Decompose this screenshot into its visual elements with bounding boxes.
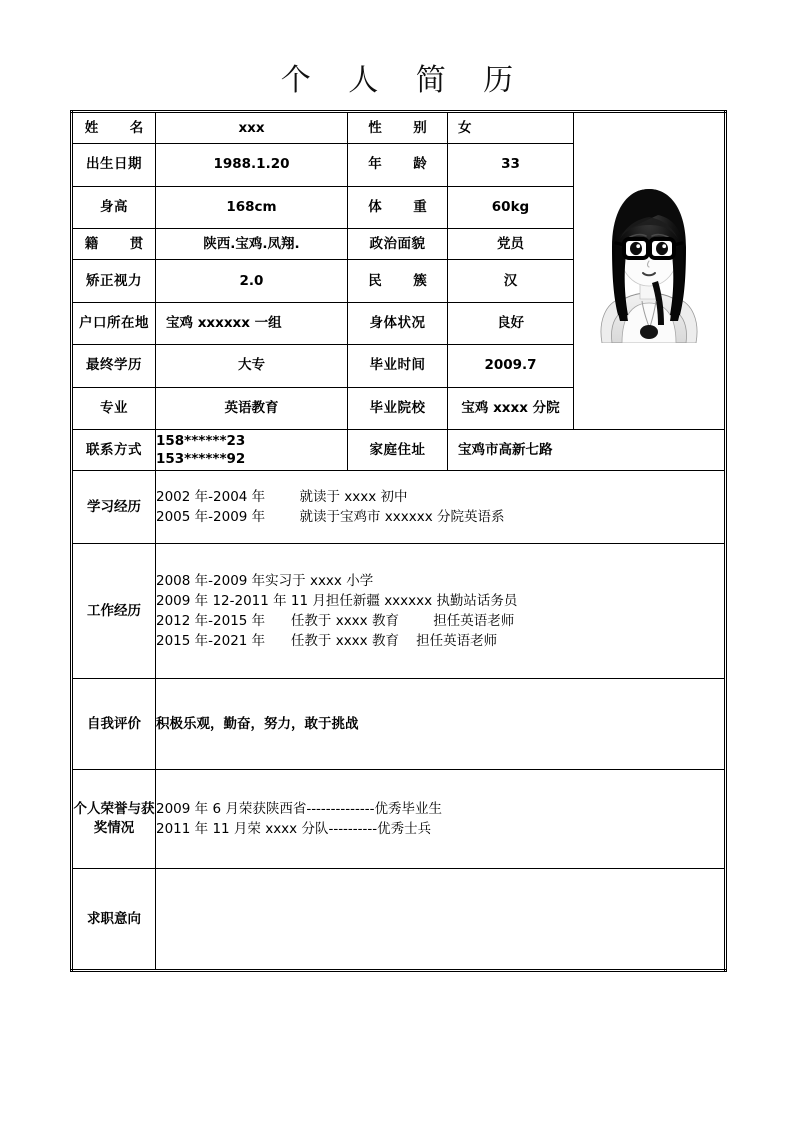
field-label-age: 年 龄 (348, 144, 448, 186)
section-line: 2008 年-2009 年实习于 xxxx 小学 (156, 573, 374, 589)
section-line: 2009 年 12-2011 年 11 月担任新疆 xxxxxx 执勤站话务员 (156, 593, 518, 609)
field-label-residence: 户口所在地 (72, 302, 156, 344)
field-label-graduation-date: 毕业时间 (348, 345, 448, 387)
page-title: 个 人 简 历 (280, 63, 528, 98)
field-label-school: 毕业院校 (348, 387, 448, 429)
field-label-major: 专业 (72, 387, 156, 429)
photo-cell (574, 112, 726, 430)
table-row-name (72, 112, 726, 144)
section-line: 2015 年-2021 年 任教于 xxxx 教育 担任英语老师 (156, 633, 498, 649)
field-value-education-level: 大专 (156, 345, 348, 387)
section-row-education-history (72, 471, 726, 544)
field-label-weight: 体 重 (348, 186, 448, 228)
section-line: 2011 年 11 月荣 xxxx 分队----------优秀士兵 (156, 821, 432, 837)
section-line: 2005 年-2009 年 就读于宝鸡市 xxxxxx 分院英语系 (156, 509, 505, 525)
resume-table (70, 110, 727, 972)
field-value-home-address: 宝鸡市高新七路 (448, 430, 726, 471)
section-body-honors (156, 770, 726, 869)
field-label-contact: 联系方式 (72, 430, 156, 471)
section-row-self-evaluation (72, 679, 726, 770)
phone-primary: 158******23 (156, 433, 246, 449)
field-label-hometown: 籍 贯 (72, 229, 156, 260)
section-label-self-evaluation: 自我评价 (72, 679, 156, 770)
section-label-work-history: 工作经历 (72, 544, 156, 679)
field-value-major: 英语教育 (156, 387, 348, 429)
phone-secondary: 153******92 (156, 451, 246, 467)
field-value-height: 168cm (156, 186, 348, 228)
photo-wrapper (574, 113, 724, 429)
section-body-job-objective (156, 869, 726, 971)
section-body-education-history (156, 471, 726, 544)
field-label-height: 身高 (72, 186, 156, 228)
section-row-job-objective (72, 869, 726, 971)
field-value-graduation-date: 2009.7 (448, 345, 574, 387)
field-label-health: 身体状况 (348, 302, 448, 344)
field-value-weight: 60kg (448, 186, 574, 228)
field-value-political-status: 党员 (448, 229, 574, 260)
section-line: 2002 年-2004 年 就读于 xxxx 初中 (156, 489, 408, 505)
field-value-name: xxx (156, 112, 348, 144)
field-value-gender: 女 (448, 112, 574, 144)
field-label-gender: 性 别 (348, 112, 448, 144)
field-value-hometown: 陕西.宝鸡.凤翔. (156, 229, 348, 260)
field-value-health: 良好 (448, 302, 574, 344)
section-body-work-history (156, 544, 726, 679)
field-value-residence: 宝鸡 xxxxxx 一组 (156, 302, 348, 344)
section-line: 2012 年-2015 年 任教于 xxxx 教育 担任英语老师 (156, 613, 515, 629)
section-label-job-objective: 求职意向 (72, 869, 156, 971)
field-label-birthdate: 出生日期 (72, 144, 156, 186)
field-value-school: 宝鸡 xxxx 分院 (448, 387, 574, 429)
field-label-political-status: 政治面貌 (348, 229, 448, 260)
table-row-contact (72, 430, 726, 471)
field-value-birthdate: 1988.1.20 (156, 144, 348, 186)
section-body-self-evaluation (156, 679, 726, 770)
section-line: 2009 年 6 月荣获陕西省--------------优秀毕业生 (156, 801, 443, 817)
field-label-ethnicity: 民 簇 (348, 260, 448, 302)
field-label-name: 姓 名 (72, 112, 156, 144)
section-row-work-history (72, 544, 726, 679)
field-value-ethnicity: 汉 (448, 260, 574, 302)
field-value-vision: 2.0 (156, 260, 348, 302)
section-label-honors: 个人荣誉与获奖情况 (72, 770, 156, 869)
section-label-education-history: 学习经历 (72, 471, 156, 544)
section-line: 积极乐观，勤奋，努力，敢于挑战 (156, 716, 359, 732)
field-label-education-level: 最终学历 (72, 345, 156, 387)
field-label-vision: 矫正视力 (72, 260, 156, 302)
field-value-age: 33 (448, 144, 574, 186)
field-value-contact (156, 430, 348, 471)
section-row-honors (72, 770, 726, 869)
field-label-home-address: 家庭住址 (348, 430, 448, 471)
portrait-avatar-icon (586, 175, 712, 343)
